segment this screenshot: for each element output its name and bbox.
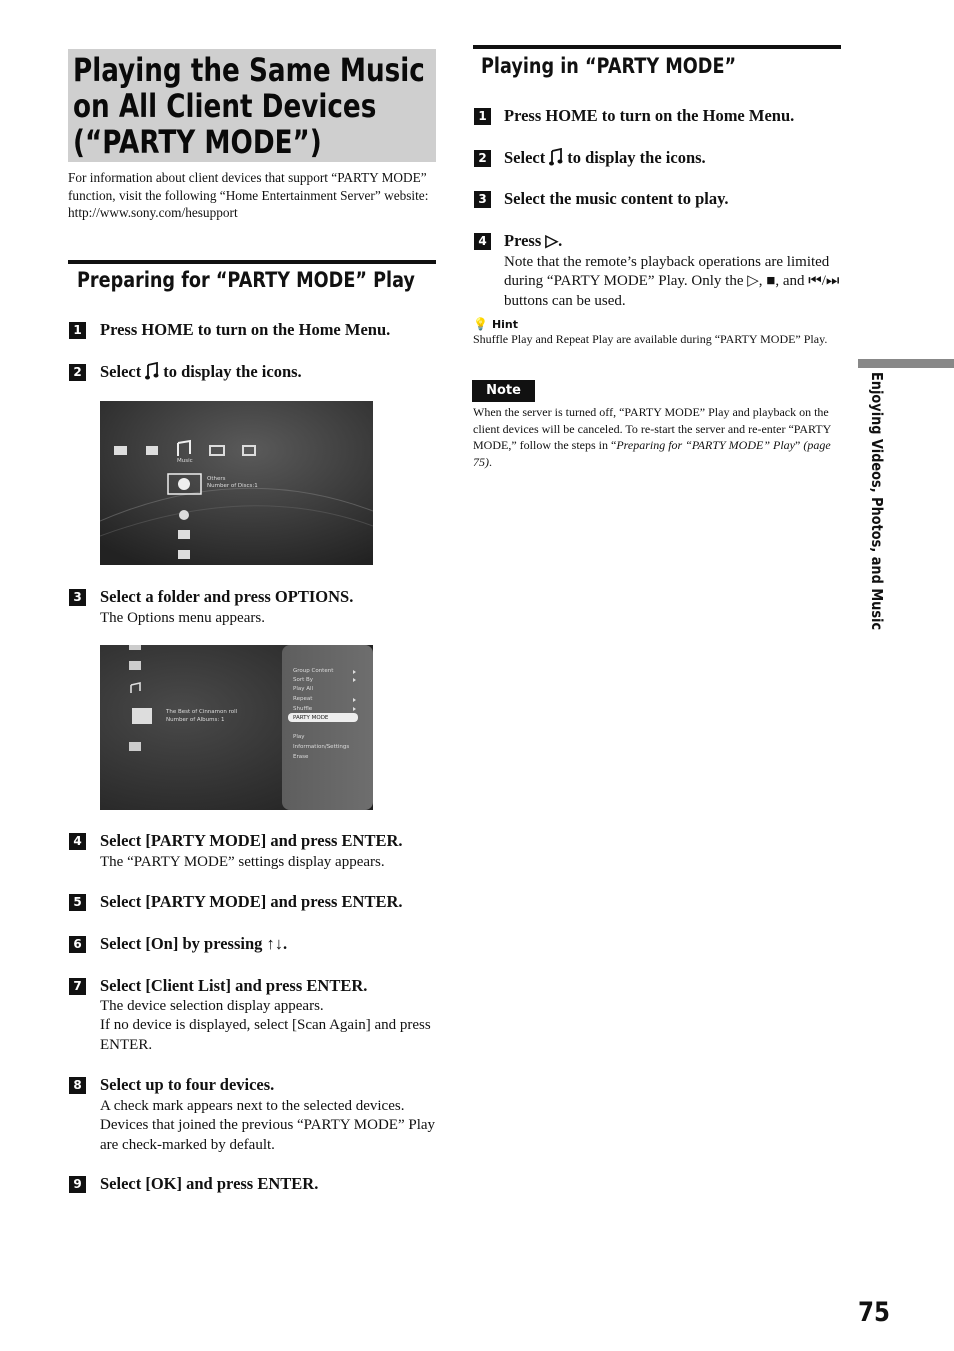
folder-icon-4: [129, 742, 141, 751]
prep-step-2-num: 2: [69, 364, 86, 381]
menu-shuffle: Shuffle: [293, 706, 313, 712]
prep-step-5-num: 5: [69, 894, 86, 911]
play-step-3-num: 3: [474, 191, 491, 208]
discs-label: Number of Discs:1: [207, 483, 258, 489]
prep-step-7-body-1: The device selection display appears.: [100, 998, 324, 1014]
note-page-ref: (page 75): [473, 438, 831, 469]
play-step-3-title: Select the music content to play.: [504, 189, 729, 208]
music-note-icon: [145, 362, 159, 380]
play-step-4-body: Note that the remote’s playback operations are limited during “PARTY MODE” Play. Only the ▷, ■, and ⏮/⏭ buttons can be used.: [504, 254, 840, 309]
menu-erase: Erase: [293, 754, 309, 760]
prep-step-8-num: 8: [69, 1077, 86, 1094]
prep-step-6-title: Select [On] by pressing ↑↓.: [100, 934, 288, 953]
prep-step-7-body: [100, 997, 436, 1055]
folder-icon-3: [129, 661, 141, 670]
folder-icon: [178, 530, 190, 539]
play-step-4-num: 4: [474, 233, 491, 250]
music-note-icon: [549, 148, 563, 166]
prep-step-2-b: to display the icons.: [163, 362, 302, 381]
prep-step-8-body: A check mark appears next to the selected devices. Devices that joined the previous “PARTY MODE” Play are check-marked by default.: [100, 1098, 436, 1153]
play-step-2-b: to display the icons.: [567, 148, 706, 167]
menu-group-content: Group Content: [293, 668, 334, 674]
toolbox-icon: [114, 446, 127, 455]
menu-information-settings: Information/Settings: [293, 744, 350, 750]
prep-step-9-title: Select [OK] and press ENTER.: [100, 1174, 319, 1193]
play-step-4-title: Press ▷.: [504, 231, 563, 250]
prep-step-5-title: Select [PARTY MODE] and press ENTER.: [100, 892, 403, 911]
others-label: Others: [207, 476, 226, 482]
disc-icon: [178, 478, 190, 490]
prep-step-9-num: 9: [69, 1176, 86, 1193]
menu-sort-by: Sort By: [293, 677, 314, 683]
play-step-2-title: [504, 148, 706, 168]
note-text-c: .: [489, 454, 492, 469]
note-badge: Note: [472, 380, 535, 402]
disc-icon-2: [179, 510, 189, 520]
play-step-2-num: 2: [474, 150, 491, 167]
note-text-a: When the server is turned off, “PARTY MODE” Play and playback on the client devices will be canceled. To re-start the server and re-enter “PARTY MODE,” follow the steps in “: [473, 405, 831, 452]
intro-paragraph: [68, 169, 438, 222]
prep-step-3-num: 3: [69, 589, 86, 606]
prep-step-1-num: 1: [69, 322, 86, 339]
note-ref: Preparing for “PARTY MODE” Play: [616, 438, 795, 452]
prep-step-4-body: The “PARTY MODE” settings display appears.: [100, 854, 385, 870]
menu-repeat: Repeat: [293, 696, 313, 702]
prep-step-7-title: Select [Client List] and press ENTER.: [100, 976, 368, 995]
prep-step-7-body-2: If no device is displayed, select [Scan Again] and press ENTER.: [100, 1017, 431, 1053]
prep-step-6-num: 6: [69, 936, 86, 953]
play-step-2-a: Select: [504, 148, 546, 167]
prep-step-1-title: Press HOME to turn on the Home Menu.: [100, 320, 391, 339]
lightbulb-icon: 💡: [473, 317, 488, 331]
prep-heading: Preparing for “PARTY MODE” Play: [77, 268, 415, 292]
album-folder-icon: [132, 708, 152, 724]
menu-play-all: Play All: [293, 686, 314, 692]
prep-step-4-title: Select [PARTY MODE] and press ENTER.: [100, 831, 403, 850]
prep-step-2-title: [100, 362, 302, 382]
album-count: Number of Albums: 1: [166, 717, 225, 723]
hint-label: Hint: [491, 318, 519, 331]
hint-text: Shuffle Play and Repeat Play are available during “PARTY MODE” Play.: [473, 332, 828, 346]
play-heading: Playing in “PARTY MODE”: [481, 54, 737, 78]
folder-icon-2: [178, 550, 190, 559]
page-number: 75: [858, 1297, 890, 1328]
prep-step-8-title: Select up to four devices.: [100, 1075, 275, 1094]
prep-step-4-num: 4: [69, 833, 86, 850]
note-text: [473, 404, 841, 470]
play-rule: [473, 45, 841, 49]
menu-play: Play: [293, 734, 305, 740]
options-menu-screenshot: [100, 645, 373, 810]
camera-icon: [146, 446, 158, 455]
prep-step-3-title: Select a folder and press OPTIONS.: [100, 587, 354, 606]
play-step-1-title: Press HOME to turn on the Home Menu.: [504, 106, 795, 125]
play-step-1-num: 1: [474, 108, 491, 125]
page-title: Playing the Same Music on All Client Devices (“PARTY MODE”): [73, 51, 425, 161]
prep-step-7-num: 7: [69, 978, 86, 995]
album-name: The Best of Cinnamon roll: [166, 709, 238, 715]
prep-step-3-body: The Options menu appears.: [100, 610, 265, 626]
prep-step-2-a: Select: [100, 362, 142, 381]
side-tab-bar: [858, 359, 954, 368]
prep-rule: [68, 260, 436, 264]
intro-url[interactable]: http://www.sony.com/hesupport: [68, 205, 238, 220]
music-label: Music: [177, 458, 193, 464]
menu-party-mode: PARTY MODE: [293, 715, 329, 721]
intro-text: For information about client devices that support “PARTY MODE” function, visit the following “Home Entertainment Server” website:: [68, 170, 429, 203]
note-text-b: ”: [795, 438, 804, 452]
home-menu-screenshot: [100, 401, 373, 565]
side-tab-label: Enjoying Videos, Photos, and Music: [868, 372, 886, 631]
